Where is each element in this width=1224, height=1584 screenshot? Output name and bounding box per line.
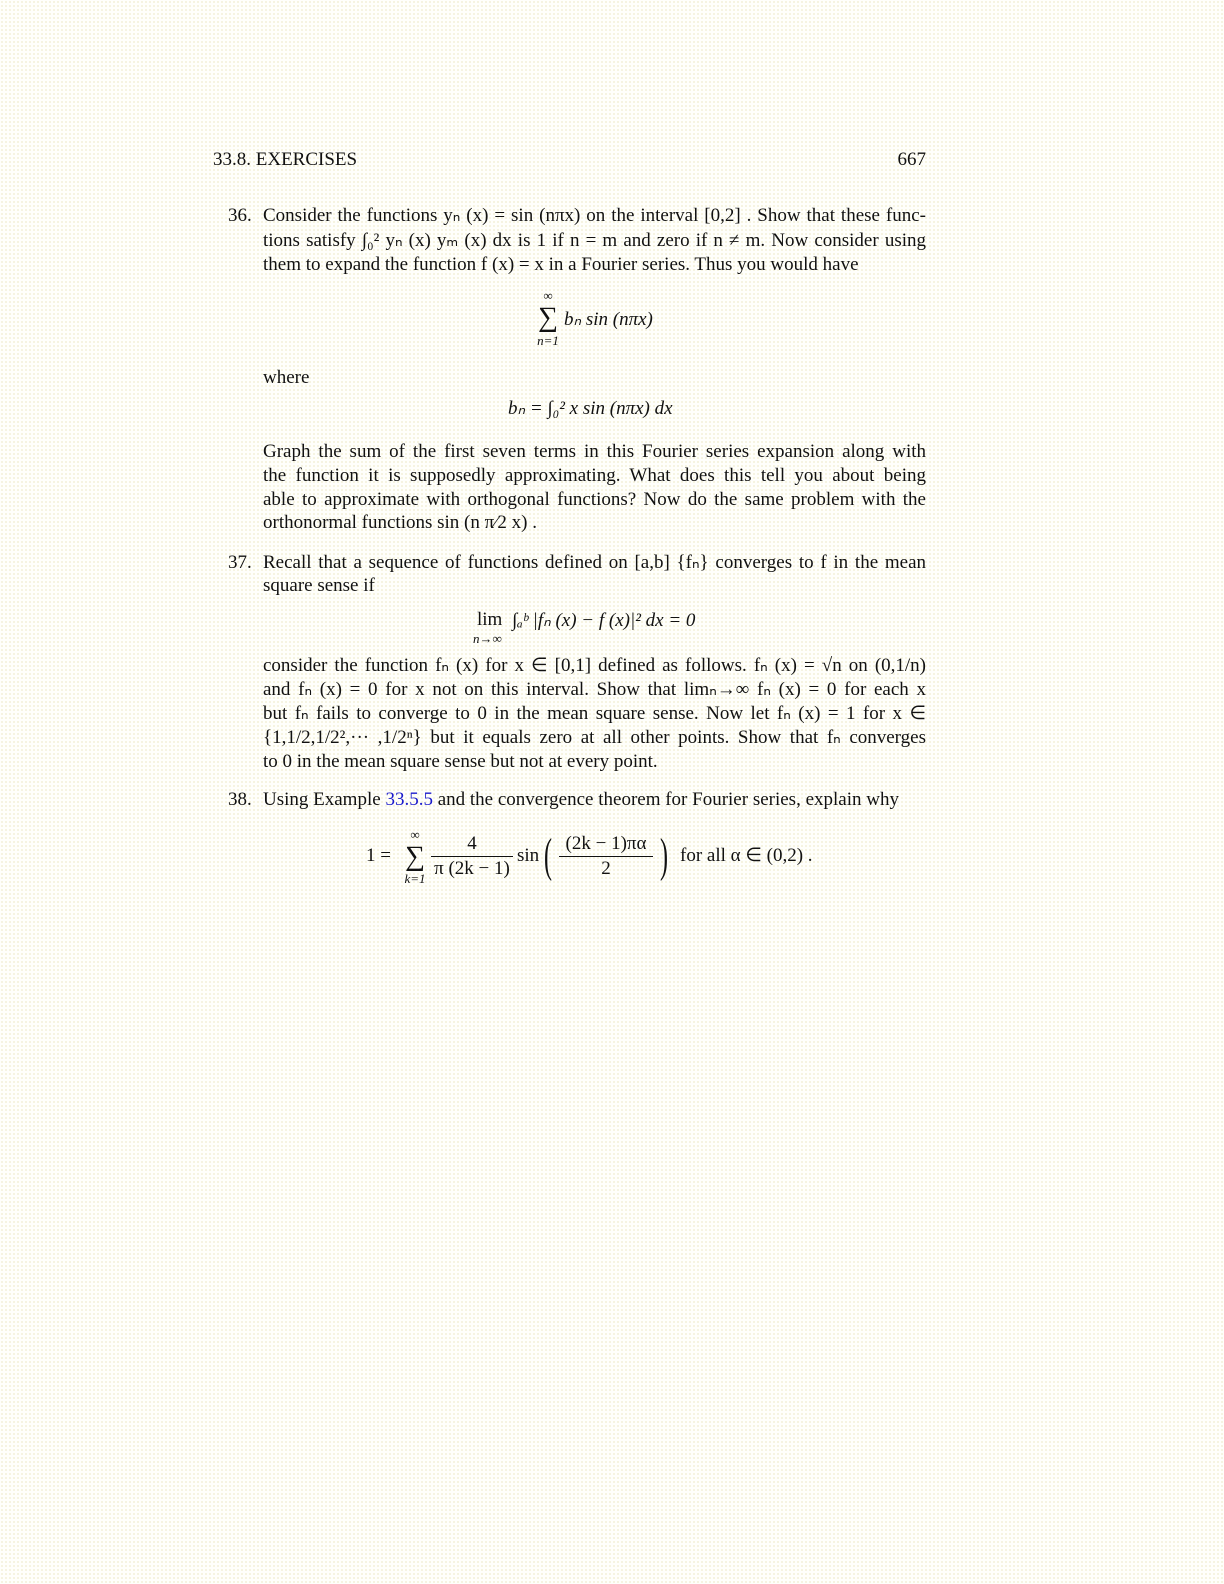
argument-denominator: 2 — [601, 858, 611, 879]
text-line: the function it is supposedly approximating. What does this tell you about being — [263, 465, 926, 486]
lim-word: lim — [477, 609, 503, 630]
text-line: {1,1/2,1/2²,··· ,1/2ⁿ} but it equals zero at all other points. Show that fₙ converges — [263, 727, 926, 748]
text-line: Using Example 33.5.5 and the convergence theorem for Fourier series, explain why — [263, 789, 899, 810]
condition-text: for all α ∈ (0,2) . — [680, 845, 813, 866]
text-line: and fₙ (x) = 0 for x not on this interval. Show that limₙ→∞ fₙ (x) = 0 for each x — [263, 679, 926, 700]
sum-symbol: ∑ — [405, 841, 425, 872]
sum-lower-limit: n=1 — [537, 333, 559, 348]
text-line: orthonormal functions sin (n π⁄2 x) . — [263, 512, 537, 533]
lhs: 1 = — [366, 845, 391, 866]
fraction-denominator: π (2k − 1) — [434, 858, 510, 879]
right-paren: ) — [660, 830, 668, 882]
lim-subscript: n→∞ — [473, 631, 502, 646]
example-link[interactable]: 33.5.5 — [385, 789, 433, 810]
text-line: consider the function fₙ (x) for x ∈ [0,1] defined as follows. fₙ (x) = √n on (0,1/n) — [263, 655, 926, 676]
sum-upper-limit: ∞ — [410, 827, 420, 842]
lim-body: ∫ₐᵇ |fₙ (x) − f (x)|² dx = 0 — [512, 610, 696, 631]
exercise-number: 37. — [228, 552, 252, 573]
text-line: able to approximate with orthogonal functions? Now do the same problem with the — [263, 489, 926, 510]
sin-label: sin — [517, 845, 540, 866]
sum-symbol: ∑ — [538, 302, 558, 333]
exercise-number: 36. — [228, 205, 252, 226]
text-line: to 0 in the mean square sense but not at every point. — [263, 751, 658, 772]
text-line: tions satisfy ∫₀² yₙ (x) yₘ (x) dx is 1 if n = m and zero if n ≠ m. Now consider using — [263, 230, 926, 251]
section-title: 33.8. EXERCISES — [213, 149, 358, 170]
text-line: square sense if — [263, 575, 375, 596]
text-line: Consider the functions yₙ (x) = sin (nπx) on the interval [0,2] . Show that these func- — [263, 205, 926, 226]
bn-formula: bₙ = ∫₀² x sin (nπx) dx — [508, 398, 673, 419]
exercise-number: 38. — [228, 789, 252, 810]
text-line: but fₙ fails to converge to 0 in the mean square sense. Now let fₙ (x) = 1 for x ∈ — [263, 703, 926, 724]
fraction-bar — [431, 856, 513, 857]
text-line: them to expand the function f (x) = x in a Fourier series. Thus you would have — [263, 254, 859, 275]
sum-lower-limit: k=1 — [404, 871, 426, 886]
sum-body: bₙ sin (nπx) — [564, 309, 653, 330]
sum-upper-limit: ∞ — [543, 288, 553, 303]
argument-numerator: (2k − 1)πα — [565, 833, 647, 854]
text-line: Graph the sum of the first seven terms in this Fourier series expansion along with — [263, 441, 926, 462]
page-number: 667 — [897, 149, 926, 170]
text-line: where — [263, 367, 310, 388]
left-paren: ( — [544, 830, 552, 882]
fraction-numerator: 4 — [467, 833, 477, 854]
fraction-bar — [559, 856, 653, 857]
text-line: Recall that a sequence of functions defined on [a,b] {fₙ} converges to f in the mean — [263, 552, 926, 573]
